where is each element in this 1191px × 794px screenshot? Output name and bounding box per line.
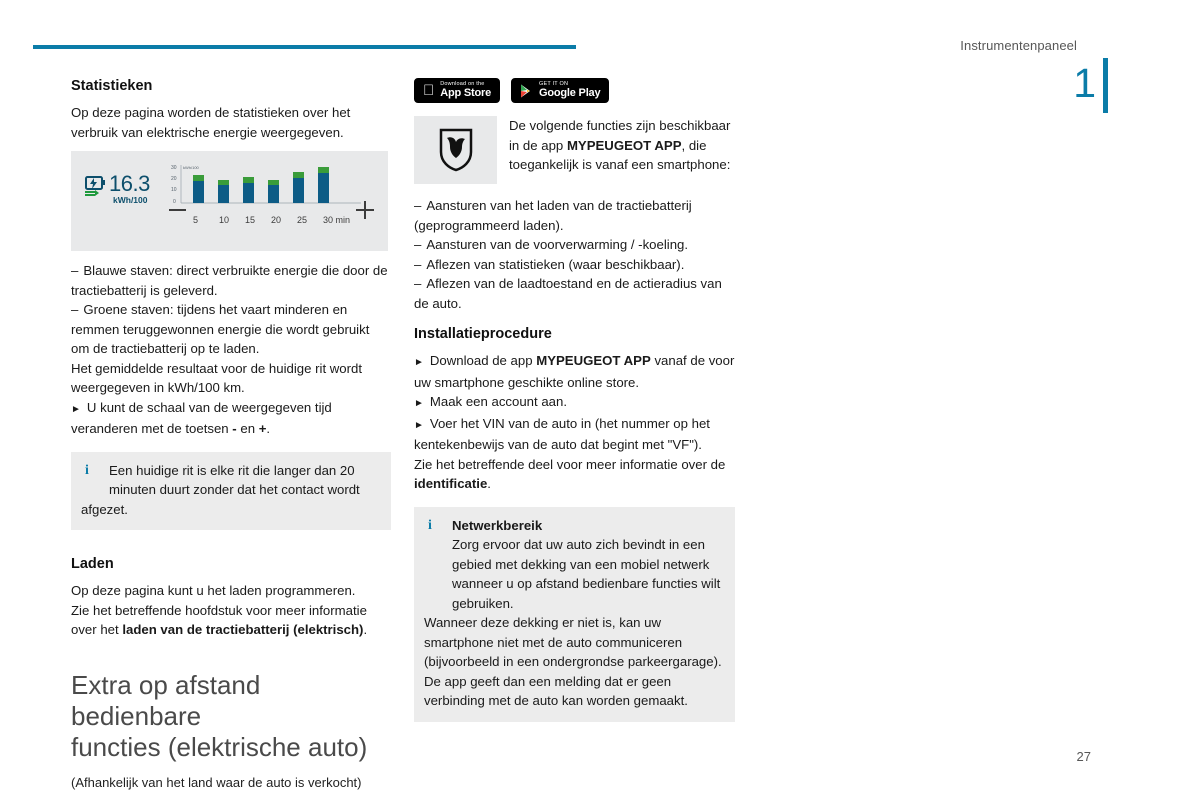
scale-key-plus: +: [258, 421, 267, 436]
list-item: [71, 300, 391, 359]
energy-icon: [83, 175, 107, 197]
app-intro-end: , die toegankelijk is vanaf een smartphone:: [509, 137, 731, 172]
dash-icon: –: [414, 256, 422, 272]
dash-icon: –: [414, 237, 422, 252]
left-column: [71, 78, 391, 792]
info-icon: i: [85, 462, 89, 478]
charging-para-2: [71, 601, 391, 640]
install-note-bold: identificatie: [414, 476, 488, 491]
svg-text:30: 30: [171, 165, 177, 171]
install-note-end: .: [487, 476, 491, 491]
step-pre: Voer het VIN van de auto in (het nummer op het kentekenbewijs van de auto dat begint met "VF").: [414, 415, 710, 452]
bullet-text: Blauwe staven: direct verbruikte energie die door de tractiebatterij is geleverd.: [71, 263, 388, 298]
charging-para-2-pre: Zie het betreffende hoofdstuk voor meer informatie over het: [71, 602, 367, 637]
google-play-badge-label: Google Play: [527, 87, 590, 100]
list-item: [414, 274, 735, 313]
scale-key-minus: -: [232, 421, 237, 436]
install-heading: Installatieprocedure: [414, 326, 552, 342]
step-end: vanaf de voor uw smartphone geschikte online store.: [414, 353, 735, 390]
peugeot-logo-box: [414, 116, 497, 184]
charging-para-1: Op deze pagina kunt u het laden programmeren.: [71, 583, 356, 598]
list-item: [71, 261, 391, 300]
bullet-text: Groene staven: tijdens het vaart minderen en remmen teruggewonnen energie die wordt gebruikt om de tractiebatterij op te laden.: [71, 302, 370, 356]
svg-text:20: 20: [171, 176, 177, 182]
x-label-1: 10: [219, 215, 230, 225]
arrow-icon: ►: [414, 419, 424, 431]
arrow-icon: ►: [414, 398, 424, 409]
x-label-5: 30 min: [323, 215, 351, 225]
info-box-network-para-1: Zorg ervoor dat uw auto zich bevindt in een gebied met dekking van een mobiel netwerk wanneer u op afstand bedienbare functies wilt gebruiken.: [452, 537, 721, 611]
remote-title-line1: Extra op afstand bedienbare: [71, 669, 261, 731]
app-intro-bold: MYPEUGEOT APP: [566, 137, 682, 153]
step-bold: MYPEUGEOT APP: [536, 353, 651, 368]
statistics-bullet-list: [71, 261, 391, 359]
statistics-intro: Op deze pagina worden de statistieken over het verbruik van elektrische energie weergegeven.: [71, 105, 351, 140]
list-item: [414, 351, 735, 392]
x-label-2: 15: [245, 215, 256, 225]
list-item: [414, 196, 735, 235]
function-text: Aansturen van de voorverwarming / -koeling.: [426, 237, 689, 252]
statistics-screen-illustration: [71, 151, 388, 251]
page-header-title: Instrumentenpaneel: [960, 38, 1077, 53]
info-box-trip: [71, 452, 391, 531]
svg-text:10: 10: [171, 187, 177, 193]
scale-action-end: .: [266, 421, 271, 436]
dash-icon: –: [71, 263, 79, 278]
right-column: [414, 78, 735, 722]
svg-text:0: 0: [173, 199, 176, 205]
peugeot-lion-logo: [439, 128, 473, 172]
statistics-unit: kWh/100: [113, 195, 148, 205]
dash-icon: –: [71, 302, 79, 317]
app-intro-pre: De volgende functies zijn beschikbaar in de app: [509, 118, 731, 153]
install-note-pre: Zie het betreffende deel voor meer informatie over de: [414, 456, 726, 472]
list-item: [414, 414, 735, 455]
info-box-trip-line1: Een huidige rit is elke rit die langer dan 20 minuten duurt zonder dat het contact wordt: [109, 462, 360, 497]
statistics-bar-chart: [171, 163, 361, 211]
info-box-network: [414, 507, 735, 722]
statistics-average-text: Het gemiddelde resultaat voor de huidige rit wordt weergegeven in kWh/100 km.: [71, 360, 363, 395]
chapter-number: 1: [1073, 60, 1096, 106]
statistics-scale-action: [71, 398, 391, 439]
remote-subnote: (Afhankelijk van het land waar de auto is verkocht): [71, 774, 362, 790]
page-number: 27: [1076, 749, 1091, 764]
charging-heading: Laden: [71, 556, 114, 572]
arrow-icon: ►: [71, 403, 81, 415]
info-box-trip-line2: afgezet.: [81, 501, 128, 517]
charging-para-2-bold: laden van de tractiebatterij (elektrisch): [122, 622, 364, 637]
statistics-heading: Statistieken: [71, 78, 153, 94]
header-accent-rule: [33, 45, 576, 49]
google-play-badge-small: GET IT ON: [527, 80, 557, 87]
function-text: Aflezen van statistieken (waar beschikbaar).: [426, 256, 685, 272]
statistics-value: 16.3: [109, 171, 150, 196]
scale-action-pre: U kunt de schaal van de weergegeven tijd veranderen met de toetsen: [71, 399, 332, 436]
app-functions-list: [414, 196, 735, 313]
chapter-accent-bar: [1103, 58, 1108, 113]
charging-para-2-end: .: [363, 622, 368, 637]
store-badges: [414, 78, 735, 103]
remote-functions-title: [71, 670, 391, 763]
list-item: [414, 235, 735, 255]
step-pre: Maak een account aan.: [429, 394, 568, 409]
app-store-badge-label: App Store: [429, 87, 480, 100]
install-note: [414, 455, 735, 494]
dash-icon: –: [414, 276, 422, 291]
app-intro-row: [414, 116, 735, 184]
install-steps-list: [414, 351, 735, 455]
step-pre: Download de app: [429, 353, 537, 368]
arrow-icon: ►: [414, 357, 424, 368]
google-play-badge[interactable]: [511, 78, 609, 103]
list-item: [414, 392, 735, 414]
x-label-0: 5: [193, 215, 199, 225]
scale-increase-button[interactable]: [356, 201, 374, 219]
app-store-badge[interactable]: [414, 78, 500, 103]
app-intro-text: [509, 116, 735, 175]
info-box-network-title: Netwerkbereik: [452, 517, 543, 533]
x-label-3: 20: [271, 215, 282, 225]
x-label-4: 25: [297, 215, 308, 225]
scale-decrease-button[interactable]: [169, 209, 186, 211]
function-text: Aflezen van de laadtoestand en de actieradius van de auto.: [414, 276, 722, 311]
list-item: [414, 255, 735, 275]
info-icon: i: [428, 517, 432, 533]
remote-title-line2: functies (elektrische auto): [71, 731, 368, 762]
function-text: Aansturen van het laden van de tractiebatterij (geprogrammeerd laden).: [414, 198, 692, 233]
svg-text:kWh/100: kWh/100: [183, 165, 199, 170]
play-icon: [520, 84, 533, 98]
app-store-badge-small: Download on the: [429, 80, 474, 87]
apple-icon: [423, 83, 434, 98]
scale-action-mid: en: [236, 421, 259, 436]
info-box-network-para-2: Wanneer deze dekking er niet is, kan uw smartphone niet met de auto communiceren (bijvoorbeeld in een ondergrondse parkeergarage). De app geeft dan een melding dat er geen verbinding met de auto kan worden gemaakt.: [424, 615, 722, 708]
dash-icon: –: [414, 198, 422, 213]
